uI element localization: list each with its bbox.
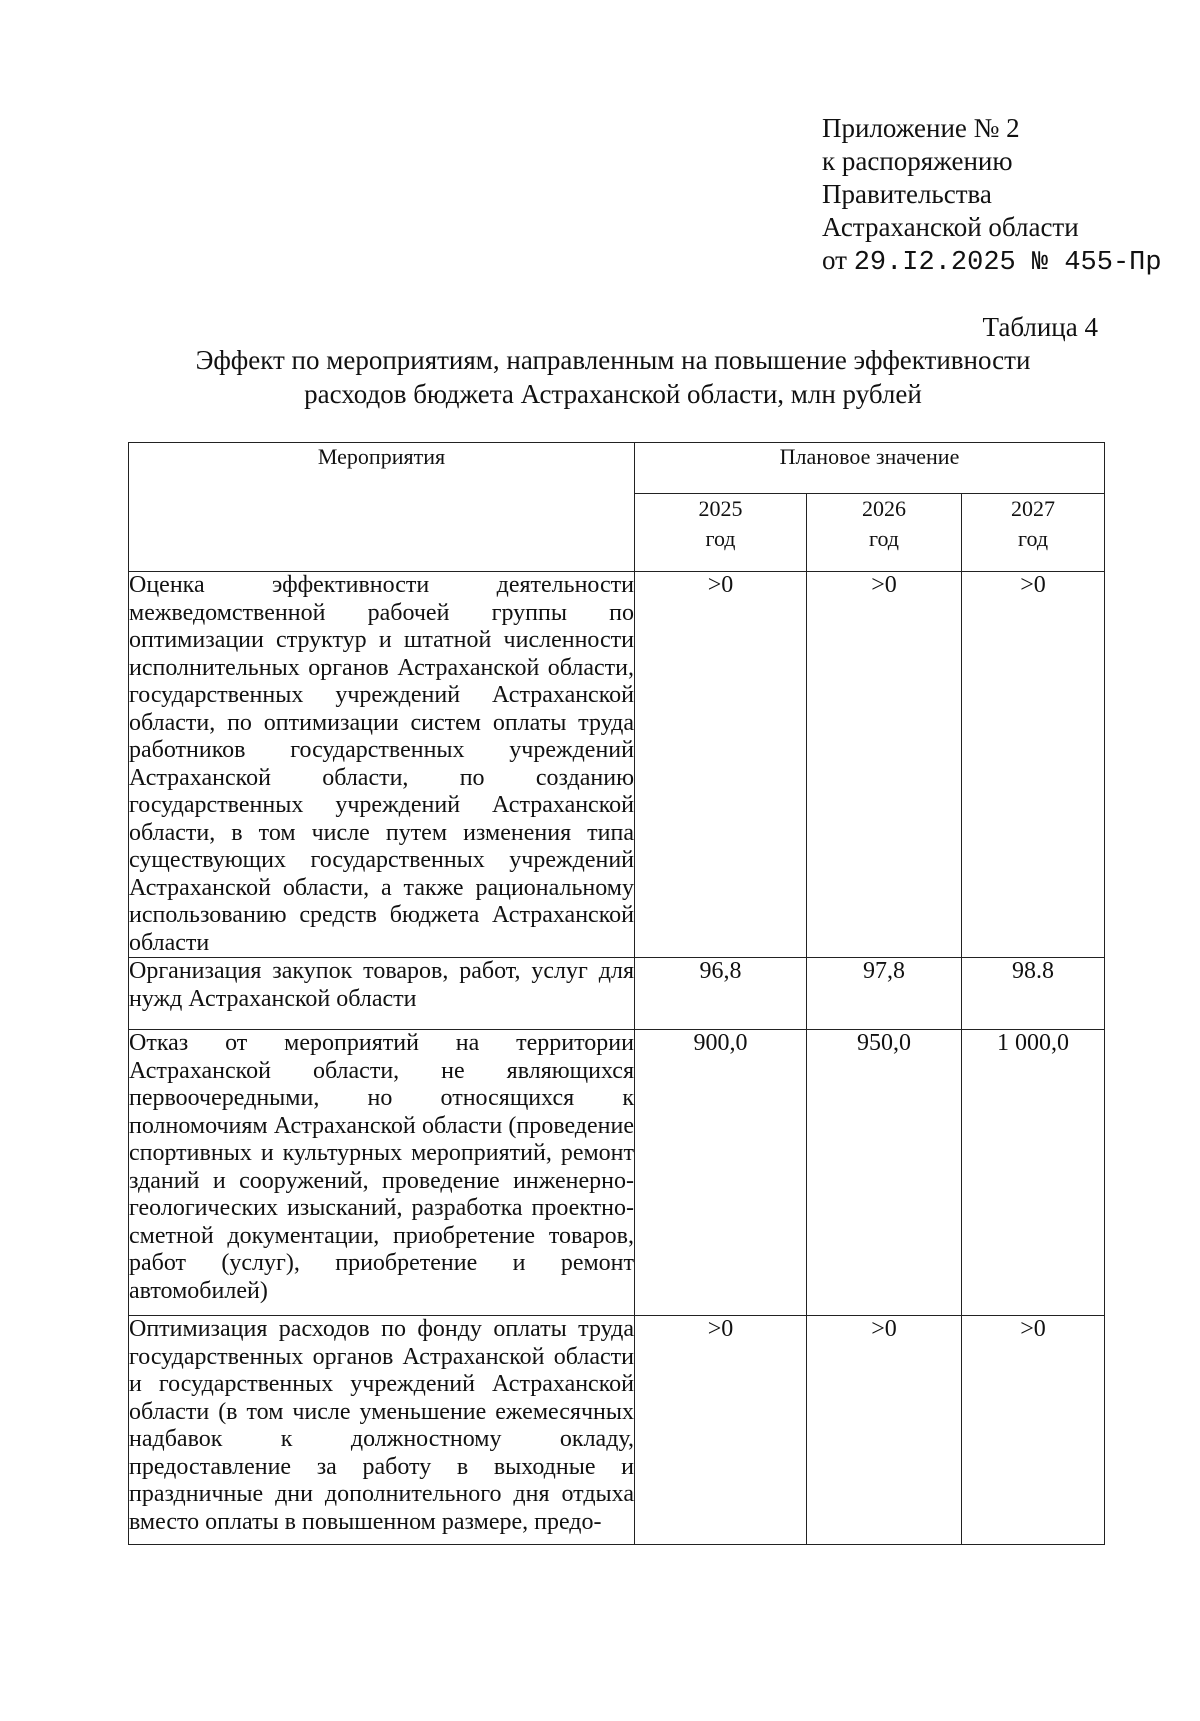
row-activity: Оценка эффективности деятельности межведомственной рабочей группы по оптимизации структур и штатной численности исполнительных органов Астраханской области, государственных учреждений Астраханской области, по оптимизации систем оплаты труда работников государственных учреждений Астраханской области, по созданию государственных учреждений Астраханской области, в том числе путем изменения типа существующих государственных учреждений Астраханской области, а также рациональному использованию средств бюджета Астраханской области <box>129 572 634 956</box>
table-row <box>129 1316 1105 1545</box>
row-value-2027: >0 <box>962 572 1105 958</box>
title-line-2: расходов бюджета Астраханской области, млн рублей <box>304 379 922 409</box>
table-header-row <box>129 443 1105 494</box>
row-value-2026: 950,0 <box>807 1030 962 1316</box>
row-value-2027: 1 000,0 <box>962 1030 1105 1316</box>
row-activity: Оптимизация расходов по фонду оплаты труда государственных органов Астраханской области и государственных учреждений Астраханской области (в том числе уменьшение ежемесячных надбавок к должностному окладу, предоставление за работу в выходные и праздничные дни дополнительного дня отдыха вместо оплаты в повышенном размере, предо- <box>129 1316 635 1545</box>
appendix-line-1: Приложение № 2 <box>822 113 1020 143</box>
header-year-2026 <box>807 494 962 572</box>
row-value-2026: >0 <box>807 572 962 958</box>
header-year-2025 <box>635 494 807 572</box>
appendix-header <box>822 112 1162 280</box>
table-row <box>129 958 1105 1030</box>
appendix-date-line <box>822 244 1162 280</box>
row-value-2025: 900,0 <box>635 1030 807 1316</box>
header-planned-value: Плановое значение <box>635 443 1105 494</box>
year-unit: год <box>1017 526 1049 551</box>
header-activities: Мероприятия <box>129 443 635 572</box>
effect-table <box>128 442 1105 1545</box>
appendix-date-prefix: от <box>822 245 847 275</box>
row-value-2025: >0 <box>635 572 807 958</box>
row-activity: Отказ от мероприятий на территории Астраханской области, не являющихся первоочередными, но относящихся к полномочиям Астраханской области (проведение спортивных и культурных мероприятий, ремонт зданий и сооружений, проведение инженерно-геологических изысканий, разработка проектно-сметной документации, приобретение товаров, работ (услуг), приобретение и ремонт автомобилей) <box>129 1030 635 1316</box>
appendix-line-4: Астраханской области <box>822 212 1079 242</box>
title-line-1: Эффект по мероприятиям, направленным на повышение эффективности <box>195 345 1031 375</box>
row-value-2027: >0 <box>962 1316 1105 1545</box>
row-activity: Организация закупок товаров, работ, услуг для нужд Астраханской области <box>129 958 635 1030</box>
appendix-date-stamp: 29.I2.2025 № 455-Пр <box>853 248 1162 278</box>
appendix-line-3: Правительства <box>822 179 992 209</box>
row-value-2026: 97,8 <box>807 958 962 1030</box>
row-value-2025: >0 <box>635 1316 807 1545</box>
year-unit: год <box>705 526 736 551</box>
row-value-2026: >0 <box>807 1316 962 1545</box>
appendix-line-2: к распоряжению <box>822 146 1013 176</box>
year-unit: год <box>868 526 900 551</box>
row-value-2025: 96,8 <box>635 958 807 1030</box>
header-year-2027 <box>962 494 1105 572</box>
document-title <box>128 343 1098 411</box>
table-row <box>129 572 1105 958</box>
table-row <box>129 1030 1105 1316</box>
year-value: 2025 <box>698 496 743 521</box>
year-value: 2026 <box>862 496 906 521</box>
row-value-2027: 98.8 <box>962 958 1105 1030</box>
table-label: Таблица 4 <box>982 312 1098 342</box>
year-value: 2027 <box>1011 496 1055 521</box>
